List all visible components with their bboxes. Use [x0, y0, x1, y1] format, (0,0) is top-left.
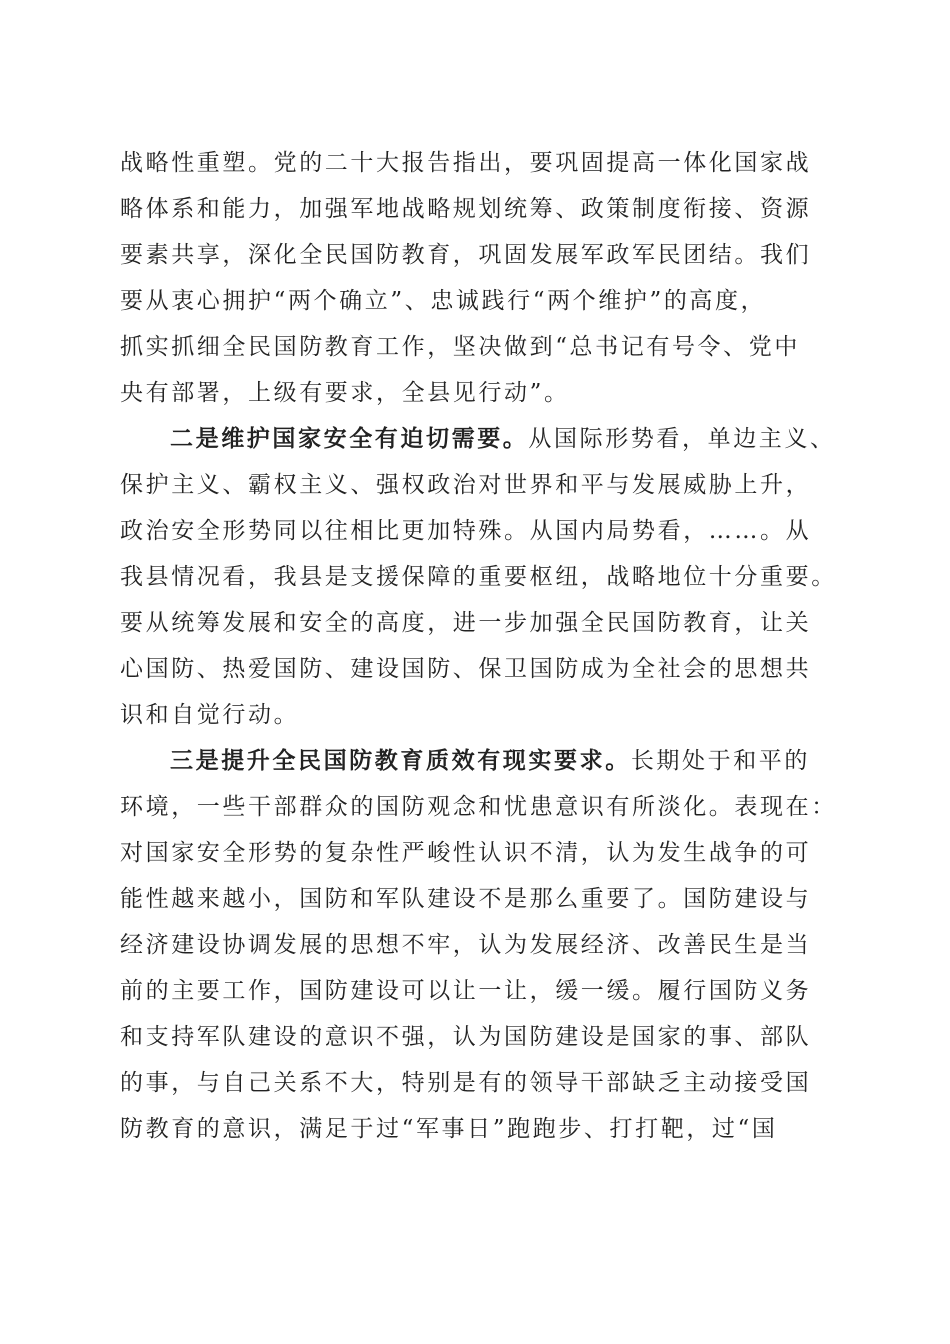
paragraph-1 [120, 140, 840, 416]
paragraph-heading: 二是维护国家安全有迫切需要。 [170, 425, 529, 452]
text-line: 的事，与自己关系不大，特别是有的领导干部缺乏主动接受国 [120, 1070, 812, 1096]
text-line [120, 738, 840, 784]
text-line: 前的主要工作，国防建设可以让一让，缓一缓。履行国防义务 [120, 978, 812, 1004]
text-line: 略体系和能力，加强军地战略规划统筹、政策制度衔接、资源 [120, 196, 812, 222]
text-span: 长期处于和平的 [630, 748, 811, 774]
text-line [120, 416, 840, 462]
text-line: 要从统筹发展和安全的高度，进一步加强全民国防教育，让关 [120, 610, 812, 636]
text-line: 识和自觉行动。 [120, 702, 300, 728]
text-line: 抓实抓细全民国防教育工作，坚决做到“总书记有号令、党中 [120, 334, 800, 360]
document-body [120, 140, 840, 1152]
paragraph-3 [120, 738, 840, 1152]
text-line: 经济建设协调发展的思想不牢，认为发展经济、改善民生是当 [120, 932, 812, 958]
text-line: 央有部署，上级有要求，全县见行动”。 [120, 380, 570, 406]
text-line: 要从衷心拥护“两个确立”、忠诚践行“两个维护”的高度， [120, 288, 767, 314]
text-line: 我县情况看，我县是支援保障的重要枢纽，战略地位十分重要。 [120, 564, 837, 590]
text-line: 心国防、热爱国防、建设国防、保卫国防成为全社会的思想共 [120, 656, 812, 682]
paragraph-heading: 三是提升全民国防教育质效有现实要求。 [170, 747, 631, 774]
text-line: 政治安全形势同以往相比更加特殊。从国内局势看，……。从 [120, 518, 812, 544]
text-line: 要素共享，深化全民国防教育，巩固发展军政军民团结。我们 [120, 242, 812, 268]
text-line: 防教育的意识，满足于过“军事日”跑跑步、打打靶，过“国 [120, 1116, 778, 1142]
paragraph-2 [120, 416, 840, 738]
text-line: 战略性重塑。党的二十大报告指出，要巩固提高一体化国家战 [120, 150, 812, 176]
text-line: 保护主义、霸权主义、强权政治对世界和平与发展威胁上升， [120, 472, 812, 498]
text-line: 环境，一些干部群众的国防观念和忧患意识有所淡化。表现在： [120, 794, 837, 820]
text-line: 能性越来越小，国防和军队建设不是那么重要了。国防建设与 [120, 886, 812, 912]
text-line: 对国家安全形势的复杂性严峻性认识不清，认为发生战争的可 [120, 840, 812, 866]
text-span: 从国际形势看，单边主义、 [528, 426, 836, 452]
text-line: 和支持军队建设的意识不强，认为国防建设是国家的事、部队 [120, 1024, 812, 1050]
